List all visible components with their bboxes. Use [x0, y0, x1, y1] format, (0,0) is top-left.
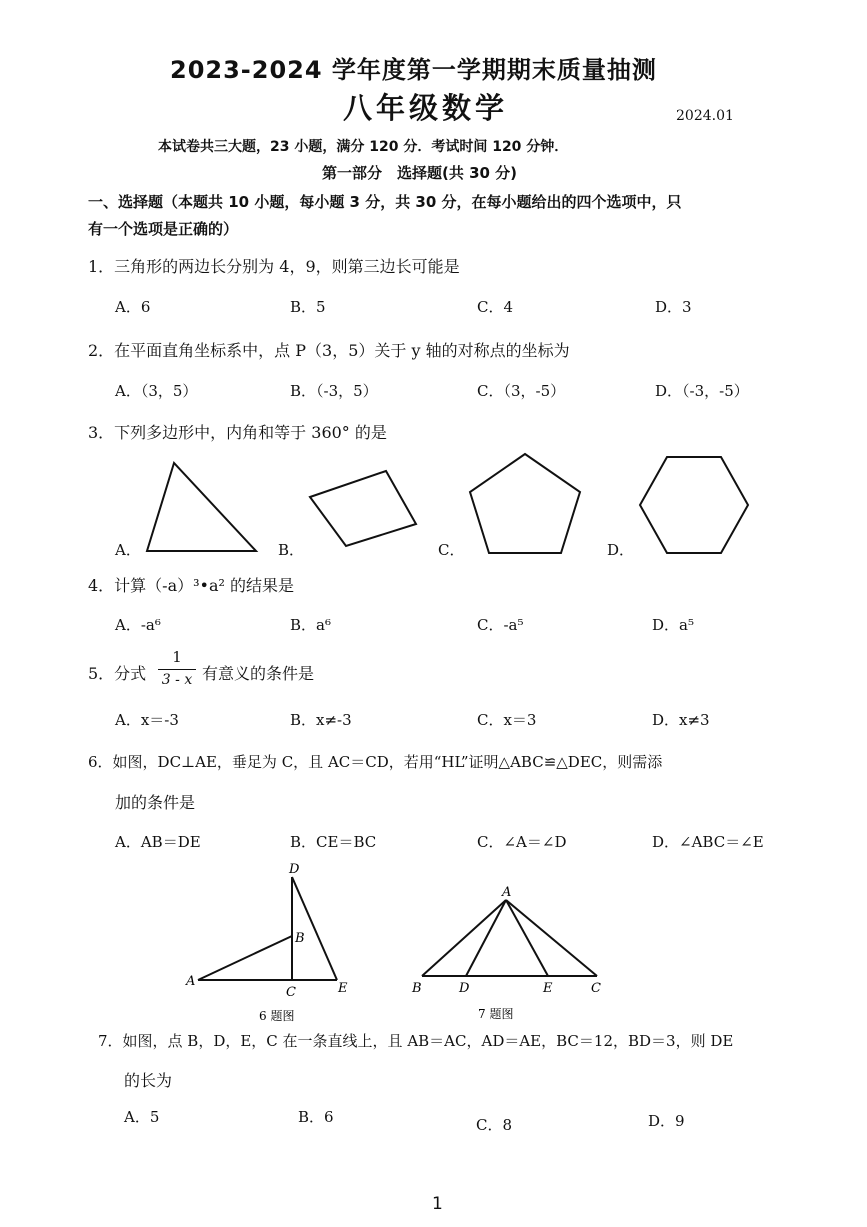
q7-option-b: B．6	[298, 1108, 334, 1126]
q2-option-c: C．（3，-5）	[477, 382, 566, 400]
q7-option-a: A．5	[124, 1108, 160, 1126]
q4-option-a: A．-a⁶	[115, 616, 161, 634]
fig6-label-e: E	[338, 981, 348, 996]
q6-option-d: D．∠ABC＝∠E	[652, 833, 764, 851]
q1-option-b: B．5	[290, 298, 326, 316]
exam-info: 本试卷共三大题，23 小题，满分 120 分．考试时间 120 分钟．	[158, 139, 569, 155]
q3-option-c: C．	[438, 541, 465, 559]
q4-option-b: B．a⁶	[290, 616, 331, 634]
question-6-stem-line2: 加的条件是	[115, 793, 196, 812]
fig7-label-c: C	[591, 981, 601, 996]
q5-fraction-numerator: 1	[172, 648, 182, 666]
q1-option-a: A．6	[115, 298, 151, 316]
exam-date: 2024.01	[676, 108, 734, 124]
q2-option-b: B．（-3，5）	[290, 382, 378, 400]
question-5-prefix: 5．分式	[88, 664, 147, 683]
exam-title: 2023-2024 学年度第一学期期末质量抽测	[170, 56, 657, 84]
section-heading-line1: 一、选择题（本题共 10 小题，每小题 3 分，共 30 分，在每小题给出的四个选项中，只	[88, 193, 682, 211]
q6-option-c: C．∠A＝∠D	[477, 833, 567, 851]
q2-option-a: A．（3，5）	[115, 382, 198, 400]
q3-option-d: D．	[607, 541, 635, 559]
fig7-label-e: E	[543, 981, 553, 996]
question-7-stem-line2: 的长为	[124, 1071, 173, 1090]
fig6-label-d: D	[289, 862, 300, 877]
q6-option-a: A．AB＝DE	[115, 833, 201, 851]
figure-7	[411, 885, 601, 1021]
fig7-label-d: D	[459, 981, 470, 996]
q2-option-d: D．（-3，-5）	[655, 382, 749, 400]
q5-option-a: A．x＝-3	[115, 711, 179, 729]
fig6-caption: 6 题图	[259, 1009, 295, 1023]
fig7-label-b: B	[412, 981, 422, 996]
q3-quadrilateral-shape	[310, 471, 416, 546]
q5-option-d: D．x≠3	[652, 711, 710, 729]
fig6-label-a: A	[186, 974, 196, 989]
q3-pentagon-shape	[470, 454, 580, 553]
q1-option-d: D．3	[655, 298, 692, 316]
q3-hexagon-shape	[640, 457, 748, 553]
q3-option-b: B．	[278, 541, 305, 559]
q3-option-a: A．	[115, 541, 141, 559]
q5-option-b: B．x≠-3	[290, 711, 352, 729]
q7-option-c: C．8	[476, 1116, 513, 1134]
fig6-label-b: B	[295, 931, 305, 946]
q5-fraction-bar	[158, 669, 196, 670]
q1-option-c: C．4	[477, 298, 514, 316]
q3-triangle-shape	[147, 463, 256, 551]
question-3-stem: 3．下列多边形中，内角和等于 360° 的是	[88, 423, 387, 442]
q6-option-b: B．CE＝BC	[290, 833, 377, 851]
question-2-stem: 2．在平面直角坐标系中，点 P（3，5）关于 y 轴的对称点的坐标为	[88, 341, 570, 360]
part-heading: 第一部分 选择题(共 30 分)	[322, 164, 518, 182]
q7-option-d: D．9	[648, 1112, 685, 1130]
q5-option-c: C．x＝3	[477, 711, 537, 729]
question-7-stem-line1: 7．如图，点 B，D，E，C 在一条直线上，且 AB＝AC，AD＝AE，BC＝12，BD＝3，则 DE	[98, 1032, 734, 1050]
q5-fraction-denominator: 3 - x	[161, 672, 193, 688]
q4-option-c: C．-a⁵	[477, 616, 524, 634]
fig7-caption: 7 题图	[478, 1007, 514, 1021]
page-number: 1	[432, 1194, 443, 1214]
fig7-label-a: A	[502, 885, 512, 900]
question-1-stem: 1．三角形的两边长分别为 4，9，则第三边长可能是	[88, 257, 460, 276]
section-heading-line2: 有一个选项是正确的）	[88, 220, 239, 238]
q3-polygons	[0, 0, 867, 560]
fig6-label-c: C	[286, 985, 296, 1000]
figures-6-7	[0, 855, 867, 1025]
figure-6	[185, 862, 348, 1023]
exam-subtitle: 八年级数学	[343, 91, 509, 125]
question-6-stem-line1: 6．如图，DC⊥AE，垂足为 C，且 AC＝CD，若用“HL”证明△ABC≌△DEC，则需添	[88, 753, 663, 771]
q4-option-d: D．a⁵	[652, 616, 694, 634]
question-4-stem: 4．计算（-a）³•a² 的结果是	[88, 576, 295, 595]
question-5-suffix: 有意义的条件是	[202, 664, 315, 683]
